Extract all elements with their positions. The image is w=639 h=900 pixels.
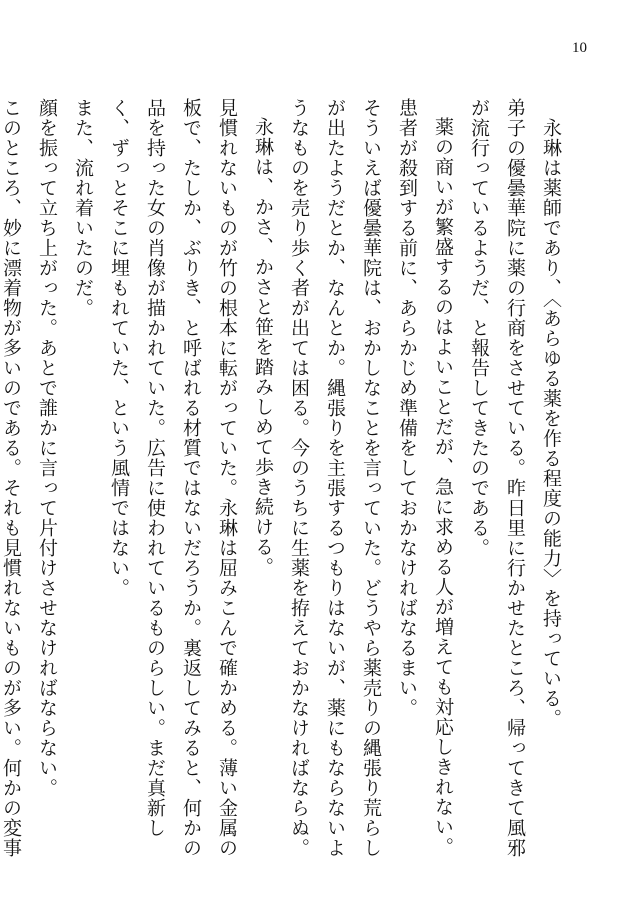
paragraph-8: 顔を振って立ち上がった。あとで誰かに言って片付けさせなければならない。 [36, 98, 58, 798]
paragraph-1: 永琳は薬師であり、〈あらゆる薬を作る程度の能力〉を持っている。 [540, 98, 562, 729]
paragraph-7: また、流れ着いたのだ。 [72, 98, 94, 318]
paragraph-5: 永琳は、かさ、かさと笹を踏みしめて歩き続ける。 [252, 117, 274, 577]
paragraph-2: 弟子の優曇華院に薬の行商をさせている。昨日里に行かせたところ、帰ってきて風邪が流行っているようだ、と報告してきたのである。 [468, 98, 526, 858]
page-number: 10 [572, 40, 587, 56]
body-text [0, 98, 569, 858]
paragraph-6: 見慣れないものが竹の根本に転がっていた。永琳は屈みこんで確かめる。薄い金属の板で、たしか、ぶりき、と呼ばれる材質ではないだろうか。裏返してみると、何かの品を持った女の肖像が描かれていた。広告に使われているものらしい。まだ真新しく、ずっとそこに埋もれていた、という風情ではない。 [108, 98, 238, 858]
paragraph-9: このところ、妙に漂着物が多いのである。それも見慣れないものが多い。何かの変事 [0, 98, 22, 858]
paragraph-4: そういえば優曇華院は、おかしなことを言っていた。どうやら薬売りの縄張り荒らしが出たようだとか、なんとか。縄張りを主張するつもりはないが、薬にもならないようなものを売り歩く者が出ては困る。今のうちに生薬を拵えておかなければならぬ。 [288, 98, 382, 858]
paragraph-3: 薬の商いが繁盛するのはよいことだが、急に求める人が増えても対応しきれない。患者が殺到する前に、あらかじめ準備をしておかなければなるまい。 [396, 98, 454, 857]
